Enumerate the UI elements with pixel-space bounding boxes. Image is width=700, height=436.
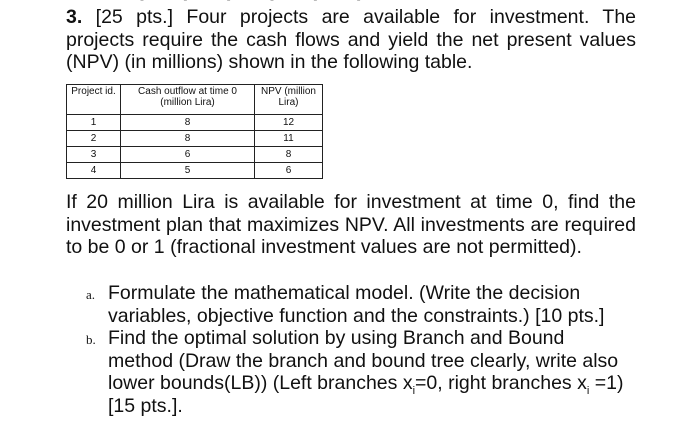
item-text-b-part2: =0, right branches x bbox=[415, 372, 587, 394]
item-text-b bbox=[108, 327, 634, 417]
table-row bbox=[67, 147, 323, 163]
header-cash-outflow: Cash outflow at time 0 (million Lira) bbox=[121, 85, 255, 115]
table-cell: 12 bbox=[255, 115, 323, 131]
table-row bbox=[67, 131, 323, 147]
item-marker-b: b. bbox=[86, 332, 96, 347]
table-cell: 11 bbox=[255, 131, 323, 147]
item-marker-a: a. bbox=[86, 287, 96, 302]
item-text-b-part3: =1) [15 pts.]. bbox=[108, 372, 624, 417]
table-row bbox=[67, 163, 323, 179]
item-text-a: Formulate the mathematical model. (Write the decision variables, objective function and the constraints.) [10 pts.] bbox=[108, 282, 605, 327]
investment-table bbox=[66, 84, 323, 179]
problem-number: 3. bbox=[66, 6, 83, 28]
table-cell: 8 bbox=[255, 147, 323, 163]
table-cell: 4 bbox=[67, 163, 121, 179]
problem-body: If 20 million Lira is available for investment at time 0, find the investment plan that maximizes NPV. All investments are required to be 0 or 1 (fractional investment values are not permitted). bbox=[66, 191, 636, 258]
header-project-id: Project id. bbox=[67, 85, 121, 115]
problem-intro-text: [25 pts.] Four projects are available for investment. The projects require the cash flows and yield the net present values (NPV) (in millions) shown in the following table. bbox=[66, 6, 637, 73]
table-cell: 2 bbox=[67, 131, 121, 147]
cropped-previous-line bbox=[140, 0, 640, 4]
subscript-i: i bbox=[412, 384, 416, 397]
table-header-row bbox=[67, 85, 323, 115]
subscript-i: i bbox=[586, 384, 590, 397]
table-cell: 6 bbox=[121, 147, 255, 163]
table-cell: 8 bbox=[121, 115, 255, 131]
problem-intro bbox=[66, 6, 636, 74]
table-cell: 3 bbox=[67, 147, 121, 163]
table-cell: 6 bbox=[255, 163, 323, 179]
table-row bbox=[67, 115, 323, 131]
table-cell: 8 bbox=[121, 131, 255, 147]
table-cell: 1 bbox=[67, 115, 121, 131]
header-npv: NPV (million Lira) bbox=[255, 85, 323, 115]
item-text-b-part1: Find the optimal solution by using Branch and Bound method (Draw the branch and bound tree clearly, write also lower bounds(LB)) (Left branches x bbox=[108, 327, 619, 394]
table-cell: 5 bbox=[121, 163, 255, 179]
